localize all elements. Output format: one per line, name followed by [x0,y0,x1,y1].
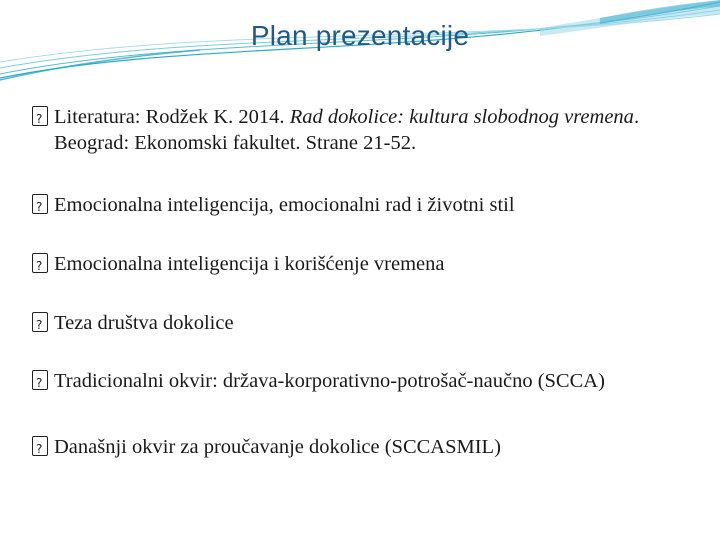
bullet-list [32,104,692,493]
bullet-text: Tradicionalni okvir: država-korporativno-potrošač-naučno (SCCA) [54,370,605,392]
slide-title: Plan prezentacije [250,20,470,51]
missing-glyph-icon [32,436,48,456]
bullet-item [32,434,692,460]
bullet-text: Teza društva dokolice [54,312,234,334]
bullet-text: Literatura: Rodžek K. 2014. Rad dokolice: kultura slobodnog vremena. Beograd: Ekonomski fakultet. Strane 21-52. [54,106,640,154]
missing-glyph-icon [32,312,48,332]
missing-glyph-icon [32,370,48,390]
bullet-text: Današnji okvir za proučavanje dokolice (SCCASMIL) [54,436,501,458]
bullet-item [32,368,692,394]
missing-glyph-icon [32,194,48,214]
bullet-text: Emocionalna inteligencija i korišćenje vremena [54,253,445,275]
bullet-item [32,251,692,277]
bullet-item [32,192,692,218]
bullet-item [32,310,692,336]
bullet-text: Emocionalna inteligencija, emocionalni rad i životni stil [54,194,515,216]
missing-glyph-icon [32,253,48,273]
bullet-item [32,104,692,156]
missing-glyph-icon [32,106,48,126]
